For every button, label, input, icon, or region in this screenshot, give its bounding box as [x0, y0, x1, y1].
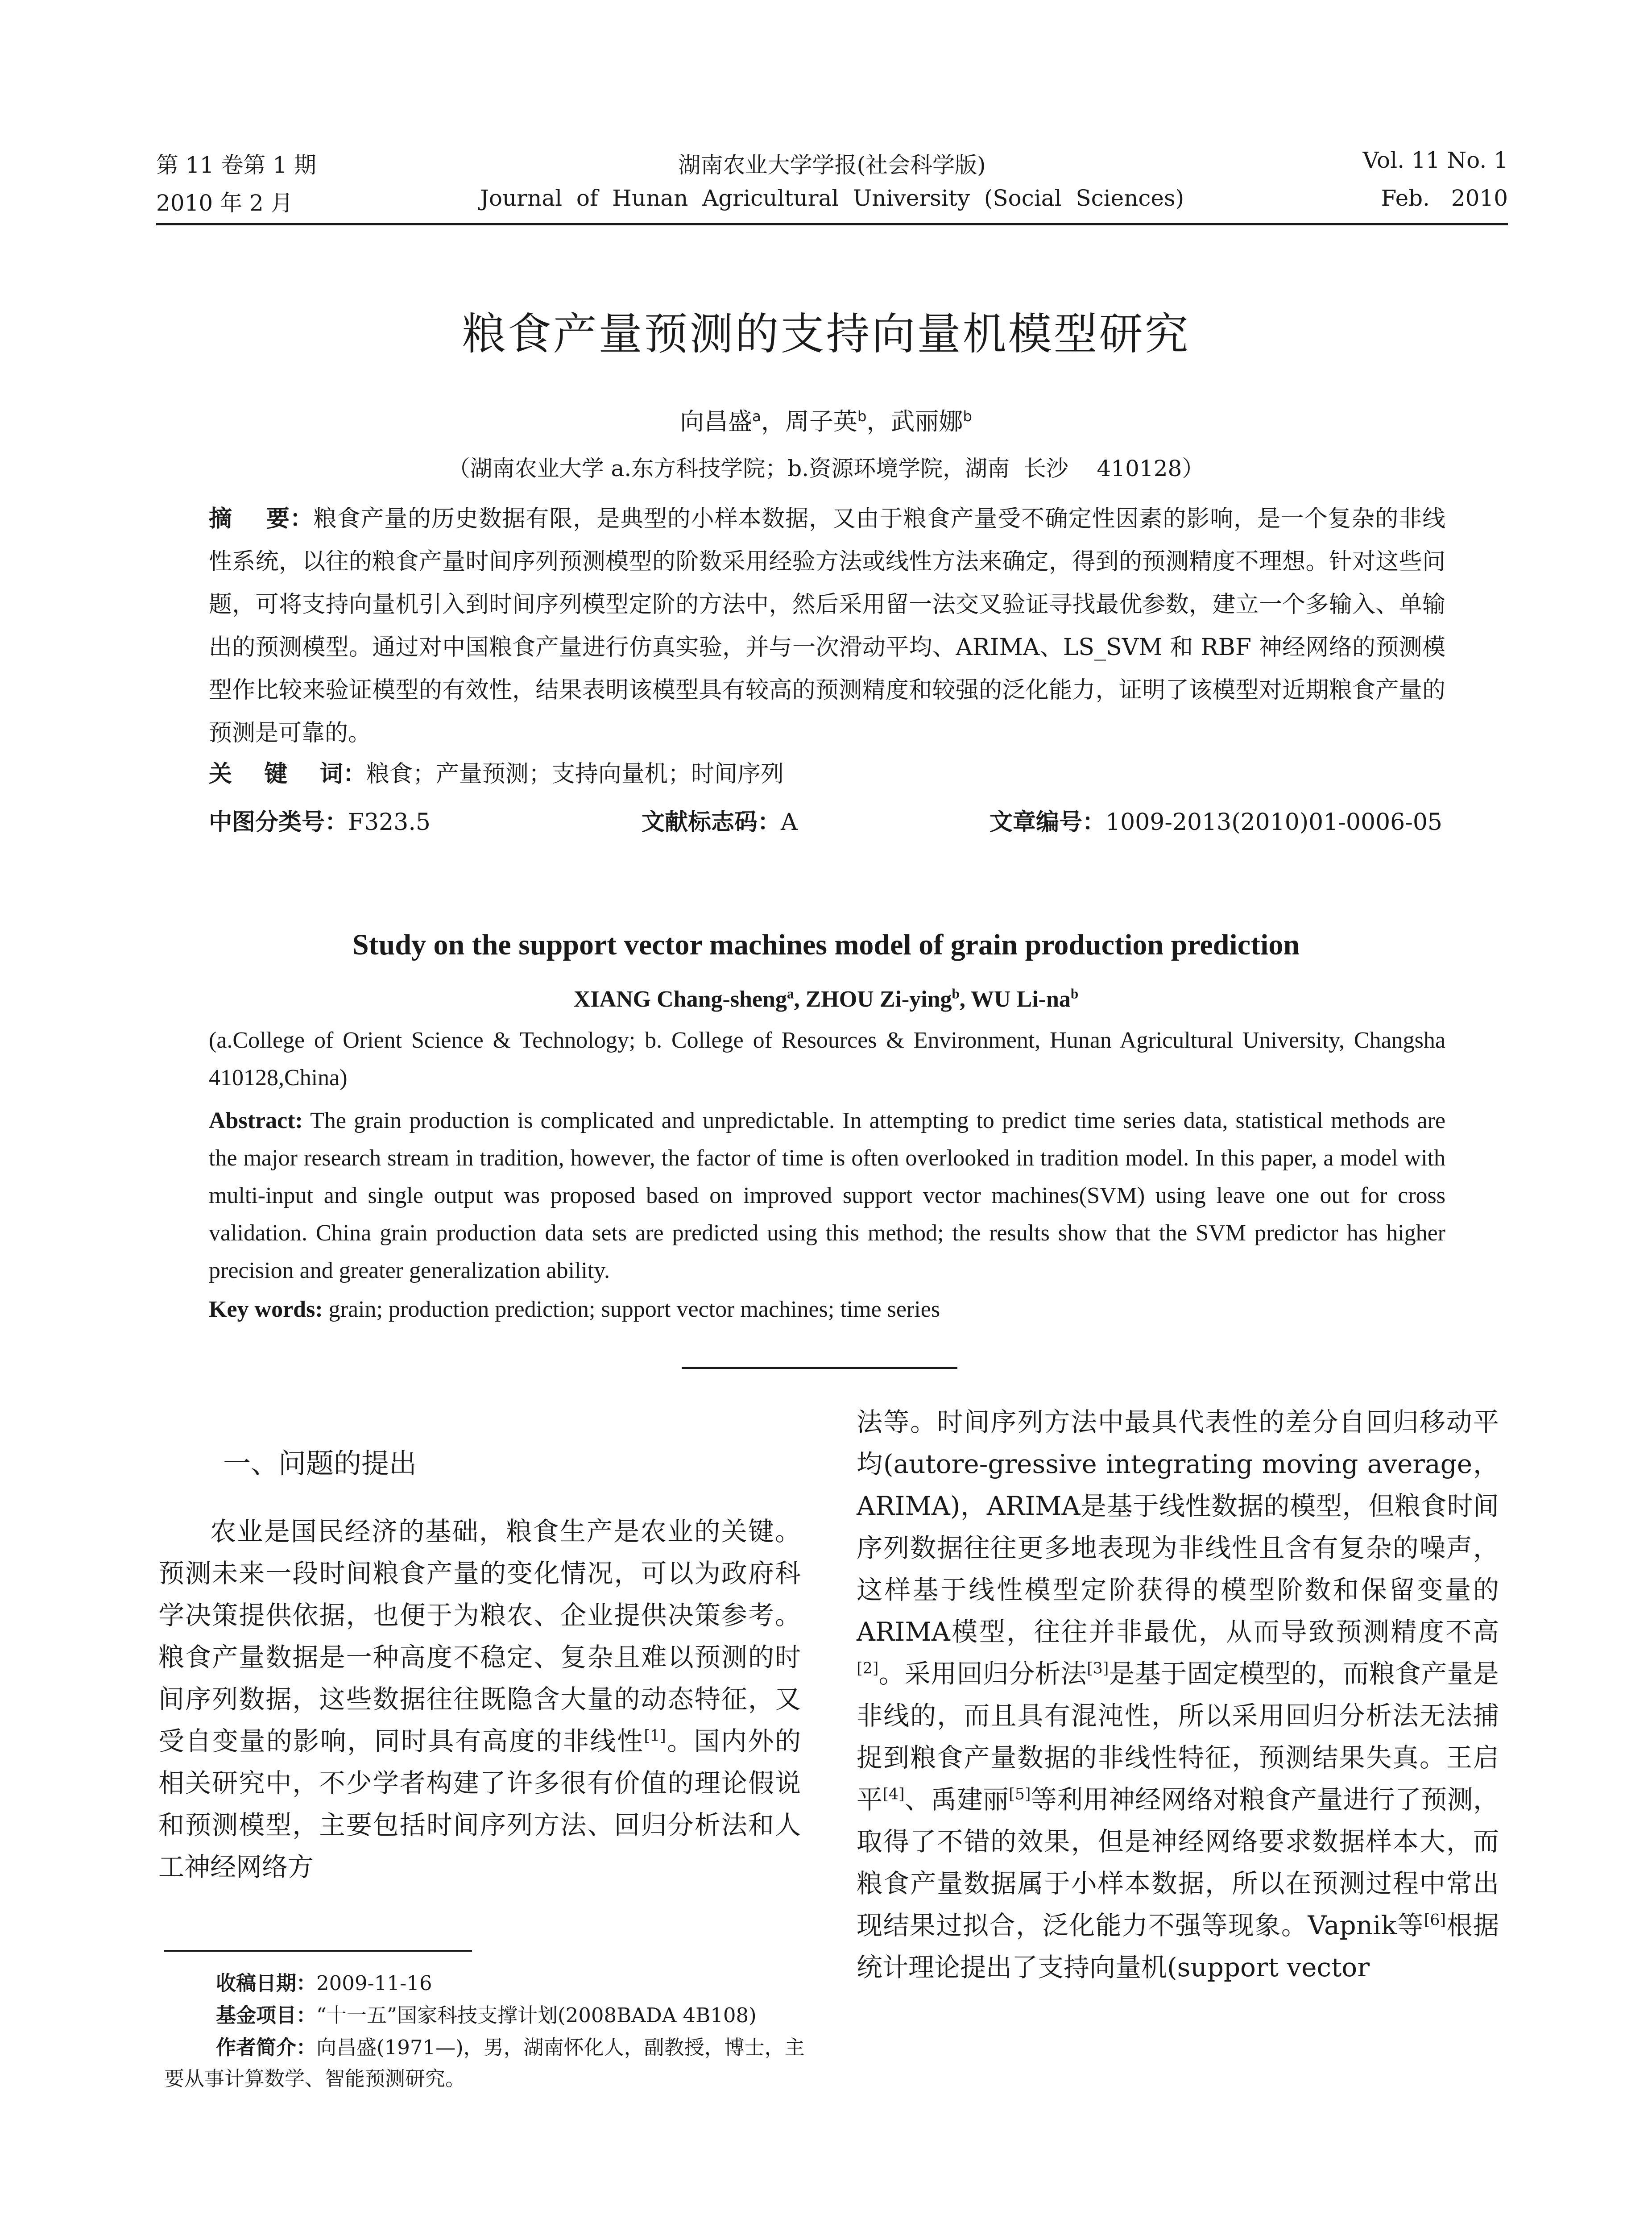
abstract-zh [209, 498, 1445, 755]
citation-ref: [2] [857, 1659, 879, 1678]
body-text: 。国内外的相关研究中，不少学者构建了许多很有价值的理论假说和预测模型，主要包括时间序列方法、回归分析法和人工神经网络方 [158, 1726, 801, 1882]
footnote-rule [164, 1950, 472, 1952]
footnote-author [164, 2032, 816, 2094]
footnote-author-label: 作者简介： [216, 2036, 317, 2059]
body-text: 法等。时间序列方法中最具代表性的差分自回归移动平均(autore-gressive integrating moving average，ARIMA)，ARIMA是基于线性数据的模型，但粮食时间序列数据往往更多地表现为非线性且含有复杂的噪声，这样基于线性模型定阶获得的模型阶数和保留变量的ARIMA模型，往往并非最优，从而导致预测精度不高 [857, 1407, 1499, 1647]
author-2-zh-affil-mark: b [857, 408, 867, 425]
article-number-label: 文章编号： [990, 809, 1106, 836]
keywords-zh-text: 粮食；产量预测；支持向量机；时间序列 [366, 761, 784, 788]
body-left-column [158, 1510, 801, 1888]
body-text: 等利用神经网络对粮食产量进行了预测，取得了不错的效果，但是神经网络要求数据样本大，而粮食产量数据属于小样本数据，所以在预测过程中常出现结果过拟合，泛化能力不强等现象。Vapnik等 [857, 1784, 1499, 1941]
affiliation-en: (a.College of Orient Science & Technology; b. College of Resources & Environment, Hunan Agricultural University, Changsha 410128,China) [209, 1028, 1445, 1091]
citation-ref: [4] [882, 1785, 905, 1804]
author-1-en-affil-mark: a [787, 986, 794, 1002]
body-right-column [857, 1401, 1499, 1988]
author-separator: ， [761, 407, 785, 435]
keywords-en-text: grain; production prediction; support vector machines; time series [323, 1297, 940, 1322]
author-2-en: , ZHOU Zi-ying [794, 987, 952, 1012]
body-text: 、禹建丽 [904, 1784, 1009, 1815]
author-3-zh: 武丽娜 [890, 407, 963, 435]
article-number-value: 1009-2013(2010)01-0006-05 [1105, 809, 1442, 836]
footnote-fund [164, 2000, 816, 2031]
footnote-received-label: 收稿日期： [216, 1971, 317, 1995]
citation-ref: [3] [1087, 1659, 1109, 1678]
keywords-en-label: Key words: [209, 1297, 323, 1322]
clc-value: F323.5 [348, 809, 431, 836]
body-paragraph [857, 1401, 1499, 1988]
author-3-en: , WU Li-na [959, 987, 1071, 1012]
authors-en [0, 986, 1652, 1012]
abstract-en [209, 1102, 1445, 1290]
document-code [642, 803, 798, 837]
header-journal-zh: 湖南农业大学学报(社会科学版) [678, 152, 986, 178]
body-text: 是基于固定模型的，而粮食产量是非线的，而且具有混沌性，所以采用回归分析法无法捕捉到粮食产量数据的非线性特征，预测结果失真。王启平 [857, 1659, 1499, 1815]
abstract-zh-label: 摘 要： [209, 506, 314, 532]
header-volume-zh: 第 11 卷第 1 期 [156, 152, 317, 178]
footnote-received [164, 1968, 816, 1999]
author-3-zh-affil-mark: b [963, 408, 972, 425]
author-2-en-affil-mark: b [952, 986, 960, 1002]
citation-ref: [5] [1009, 1785, 1031, 1804]
citation-ref: [1] [644, 1727, 666, 1745]
paper-title-en: Study on the support vector machines model of grain production prediction [352, 929, 1300, 961]
abstract-en-label: Abstract: [209, 1108, 303, 1133]
section-heading-1: 一、问题的提出 [223, 1447, 417, 1480]
body-text: 农业是国民经济的基础，粮食生产是农业的关键。预测未来一段时间粮食产量的变化情况，可以为政府科学决策提供依据，也便于为粮农、企业提供决策参考。粮食产量数据是一种高度不稳定、复杂且难以预测的时间序列数据，这些数据往往既隐含大量的动态特征，又受自变量的影响，同时具有高度的非线性 [158, 1516, 801, 1756]
header-journal-en: Journal of Hunan Agricultural University (Social Sciences) [480, 185, 1184, 211]
body-text: 。采用回归分析法 [878, 1659, 1087, 1689]
footnote-received-value: 2009-11-16 [316, 1971, 432, 1995]
keywords-en [209, 1296, 1445, 1323]
footnote-author-value: 向昌盛(1971—)，男，湖南怀化人，副教授，博士，主要从事计算数学、智能预测研究。 [164, 2036, 805, 2090]
article-number [990, 803, 1442, 837]
abstract-zh-text: 粮食产量的历史数据有限，是典型的小样本数据，又由于粮食产量受不确定性因素的影响，是一个复杂的非线性系统，以往的粮食产量时间序列预测模型的阶数采用经验方法或线性方法来确定，得到的预测精度不理想。针对这些问题，可将支持向量机引入到时间序列模型定阶的方法中，然后采用留一法交叉验证寻找最优参数，建立一个多输入、单输出的预测模型。通过对中国粮食产量进行仿真实验，并与一次滑动平均、ARIMA、LS_SVM 和 RBF 神经网络的预测模型作比较来验证模型的有效性，结果表明该模型具有较高的预测精度和较强的泛化能力，证明了该模型对近期粮食产量的预测是可靠的。 [209, 506, 1445, 746]
paper-title-zh: 粮食产量预测的支持向量机模型研究 [462, 309, 1190, 360]
clc-label: 中图分类号： [209, 809, 348, 836]
keywords-zh [209, 755, 1445, 788]
author-3-en-affil-mark: b [1070, 986, 1079, 1002]
running-header-row1 [156, 147, 1508, 178]
abstract-en-text: The grain production is complicated and unpredictable. In attempting to predict time series data, statistical methods are the major research stream in tradition, however, the factor of time is often overlooked in tradition model. In this paper, a model with multi-input and single output was proposed based on improved support vector machines(SVM) using leave one out for cross validation. China grain production data sets are predicted using this method; the results show that the SVM predictor has higher precision and greater generalization ability. [209, 1108, 1445, 1283]
affiliation-zh: （湖南农业大学 a.东方科技学院；b.资源环境学院，湖南 长沙 410128） [447, 456, 1205, 481]
section-separator [682, 1367, 957, 1369]
header-volume-en: Vol. 11 No. 1 [1362, 147, 1508, 173]
document-code-label: 文献标志码： [642, 809, 781, 836]
author-2-zh: 周子英 [785, 407, 857, 435]
header-date-en: Feb. 2010 [1381, 185, 1508, 211]
running-header-row2 [156, 185, 1508, 216]
citation-ref: [6] [1424, 1911, 1446, 1929]
author-1-zh: 向昌盛 [680, 407, 752, 435]
document-code-value: A [781, 809, 798, 836]
author-1-en: XIANG Chang-sheng [573, 987, 787, 1012]
author-1-zh-affil-mark: a [752, 408, 761, 425]
footnote-fund-label: 基金项目： [216, 2003, 317, 2027]
header-rule [156, 223, 1508, 225]
authors-zh [0, 402, 1652, 437]
clc-number [209, 803, 431, 837]
footnote-fund-value: “十一五”国家科技支撑计划(2008BADA 4B108) [316, 2003, 757, 2027]
header-date-zh: 2010 年 2 月 [156, 190, 293, 216]
keywords-zh-label: 关 键 词： [209, 761, 366, 788]
author-separator: ， [866, 407, 891, 435]
body-paragraph [158, 1510, 801, 1888]
body-text: 根据统计理论提出了支持向量机(support vector [857, 1910, 1499, 1982]
